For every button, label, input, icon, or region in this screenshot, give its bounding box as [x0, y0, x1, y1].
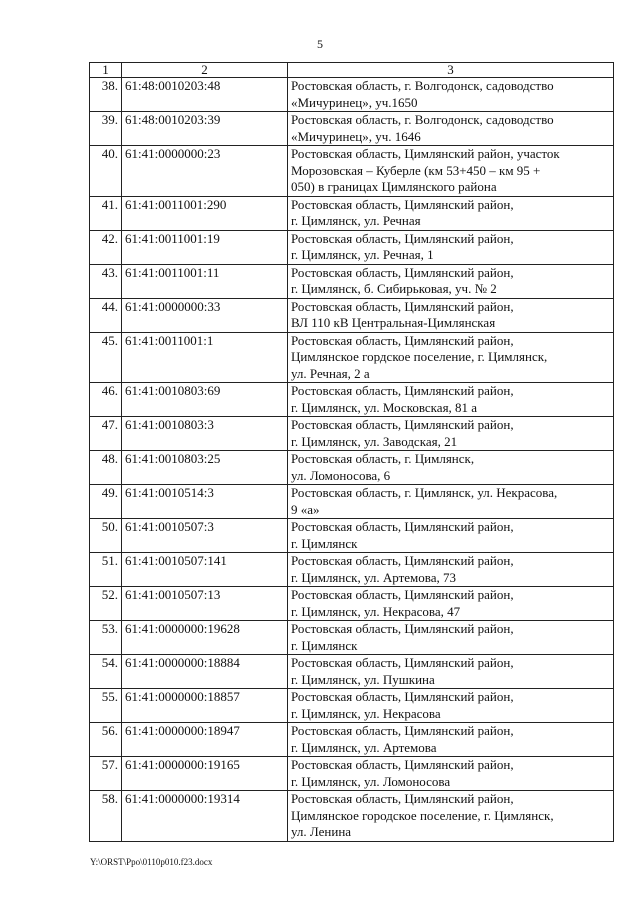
row-number: 52. [90, 587, 122, 621]
parcel-address: Ростовская область, Цимлянский район, г. Цимлянск, ул. Некрасова [288, 689, 614, 723]
table-row [90, 519, 614, 553]
row-number: 54. [90, 655, 122, 689]
table-row [90, 196, 614, 230]
parcel-address: Ростовская область, Цимлянский район, Цимлянское городское поселение, г. Цимлянск, ул. Ленина [288, 791, 614, 842]
table-row [90, 146, 614, 197]
cadastral-number: 61:48:0010203:39 [122, 112, 288, 146]
parcel-address: Ростовская область, Цимлянский район, г. Цимлянск, ул. Московская, 81 а [288, 383, 614, 417]
row-number: 51. [90, 553, 122, 587]
cadastral-number: 61:41:0010514:3 [122, 485, 288, 519]
cadastral-number: 61:41:0010507:3 [122, 519, 288, 553]
table-row [90, 485, 614, 519]
row-number: 58. [90, 791, 122, 842]
parcel-address: Ростовская область, Цимлянский район, ВЛ 110 кВ Центральная-Цимлянская [288, 298, 614, 332]
table-row [90, 689, 614, 723]
table-row [90, 723, 614, 757]
row-number: 40. [90, 146, 122, 197]
cadastral-number: 61:41:0000000:19314 [122, 791, 288, 842]
cadastral-number: 61:41:0000000:19628 [122, 621, 288, 655]
parcel-address: Ростовская область, Цимлянский район, участок Морозовская – Куберле (км 53+450 – км 95 + 050) в границах Цимлянского района [288, 146, 614, 197]
cadastral-number: 61:41:0000000:23 [122, 146, 288, 197]
table-row [90, 553, 614, 587]
table-body [90, 78, 614, 842]
footer-file-path: Y:\ORST\Ppo\0110p010.f23.docx [90, 857, 213, 867]
parcel-address: Ростовская область, г. Цимлянск, ул. Ломоносова, 6 [288, 451, 614, 485]
cadastral-number: 61:41:0000000:19165 [122, 757, 288, 791]
cadastral-number: 61:41:0010803:3 [122, 417, 288, 451]
parcel-address: Ростовская область, г. Волгодонск, садоводство «Мичуринец», уч. 1646 [288, 112, 614, 146]
table-row [90, 417, 614, 451]
cadastral-number: 61:41:0010507:13 [122, 587, 288, 621]
parcel-address: Ростовская область, Цимлянский район, г. Цимлянск, ул. Некрасова, 47 [288, 587, 614, 621]
table-row [90, 78, 614, 112]
table-header-row [90, 63, 614, 78]
row-number: 47. [90, 417, 122, 451]
column-header-number: 1 [90, 63, 122, 78]
cadastral-number: 61:41:0000000:18947 [122, 723, 288, 757]
cadastral-number: 61:41:0000000:33 [122, 298, 288, 332]
row-number: 39. [90, 112, 122, 146]
row-number: 56. [90, 723, 122, 757]
cadastral-number: 61:48:0010203:48 [122, 78, 288, 112]
table-row [90, 587, 614, 621]
row-number: 48. [90, 451, 122, 485]
table-row [90, 451, 614, 485]
parcel-table [89, 62, 614, 842]
row-number: 53. [90, 621, 122, 655]
table-row [90, 112, 614, 146]
row-number: 45. [90, 332, 122, 383]
row-number: 38. [90, 78, 122, 112]
cadastral-number: 61:41:0000000:18857 [122, 689, 288, 723]
column-header-address: 3 [288, 63, 614, 78]
row-number: 43. [90, 264, 122, 298]
parcel-address: Ростовская область, Цимлянский район, г. Цимлянск, ул. Ломоносова [288, 757, 614, 791]
row-number: 49. [90, 485, 122, 519]
row-number: 42. [90, 230, 122, 264]
parcel-address: Ростовская область, Цимлянский район, г. Цимлянск, ул. Пушкина [288, 655, 614, 689]
parcel-address: Ростовская область, Цимлянский район, г. Цимлянск, б. Сибирьковая, уч. № 2 [288, 264, 614, 298]
parcel-address: Ростовская область, Цимлянский район, г. Цимлянск, ул. Артемова [288, 723, 614, 757]
page-number: 5 [317, 37, 323, 51]
column-header-cadastral: 2 [122, 63, 288, 78]
parcel-address: Ростовская область, Цимлянский район, г. Цимлянск [288, 621, 614, 655]
parcel-address: Ростовская область, Цимлянский район, г. Цимлянск [288, 519, 614, 553]
table-row [90, 757, 614, 791]
cadastral-number: 61:41:0000000:18884 [122, 655, 288, 689]
table-row [90, 655, 614, 689]
row-number: 50. [90, 519, 122, 553]
table-row [90, 791, 614, 842]
table-row [90, 298, 614, 332]
parcel-address: Ростовская область, г. Цимлянск, ул. Некрасова, 9 «а» [288, 485, 614, 519]
table-row [90, 383, 614, 417]
table-row [90, 621, 614, 655]
table-row [90, 264, 614, 298]
parcel-address: Ростовская область, Цимлянский район, г. Цимлянск, ул. Речная, 1 [288, 230, 614, 264]
cadastral-number: 61:41:0011001:1 [122, 332, 288, 383]
parcel-address: Ростовская область, г. Волгодонск, садоводство «Мичуринец», уч.1650 [288, 78, 614, 112]
cadastral-number: 61:41:0011001:290 [122, 196, 288, 230]
parcel-address: Ростовская область, Цимлянский район, г. Цимлянск, ул. Речная [288, 196, 614, 230]
table-row [90, 230, 614, 264]
parcel-address: Ростовская область, Цимлянский район, г. Цимлянск, ул. Заводская, 21 [288, 417, 614, 451]
row-number: 46. [90, 383, 122, 417]
parcel-address: Ростовская область, Цимлянский район, г. Цимлянск, ул. Артемова, 73 [288, 553, 614, 587]
table-row [90, 332, 614, 383]
cadastral-number: 61:41:0010507:141 [122, 553, 288, 587]
row-number: 55. [90, 689, 122, 723]
row-number: 41. [90, 196, 122, 230]
cadastral-number: 61:41:0011001:19 [122, 230, 288, 264]
cadastral-number: 61:41:0010803:25 [122, 451, 288, 485]
parcel-address: Ростовская область, Цимлянский район, Цимлянское гордское поселение, г. Цимлянск, ул. Речная, 2 а [288, 332, 614, 383]
cadastral-number: 61:41:0011001:11 [122, 264, 288, 298]
row-number: 57. [90, 757, 122, 791]
row-number: 44. [90, 298, 122, 332]
cadastral-number: 61:41:0010803:69 [122, 383, 288, 417]
